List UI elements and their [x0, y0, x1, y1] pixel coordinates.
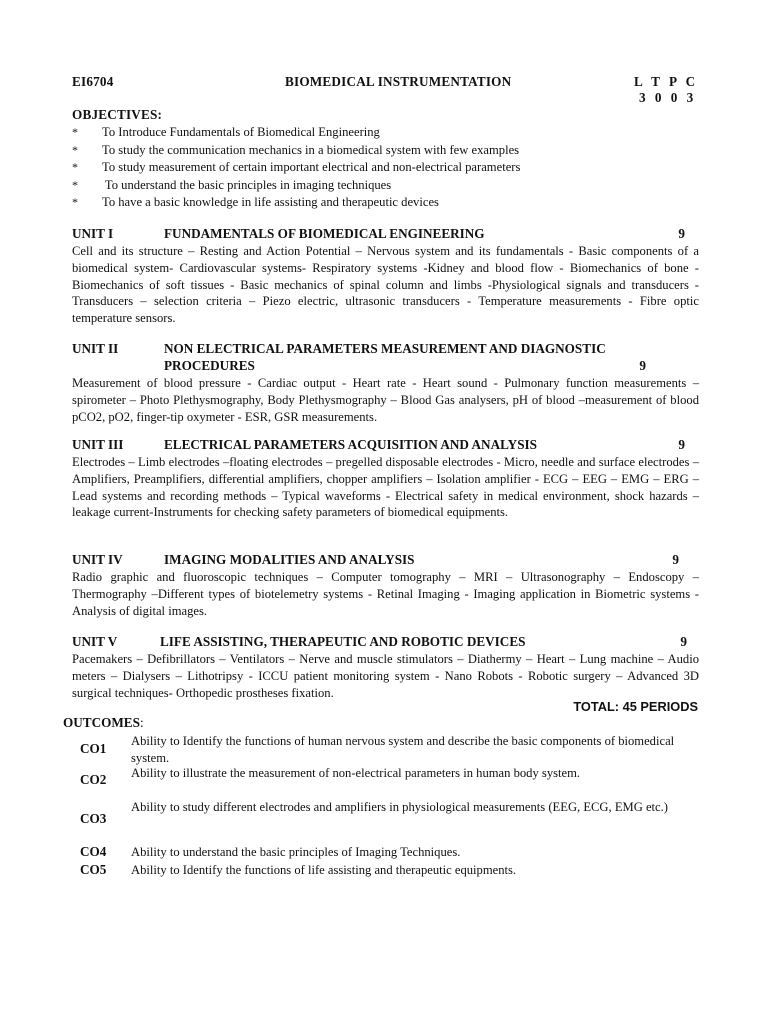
unit-content: Pacemakers – Defibrillators – Ventilators – Nerve and muscle stimulators – Diathermy – Heart – Lung machine – Audio meters – Dialysers – Lithotripsy - ICCU patient monitoring system - Nano Robots - Robotic surgery – Advanced 3D surgical techniques- Orthopedic prostheses fixation.: [72, 652, 699, 700]
total-periods: TOTAL: 45 PERIODS: [573, 699, 698, 714]
unit-title: LIFE ASSISTING, THERAPEUTIC AND ROBOTIC DEVICES: [160, 634, 526, 649]
course-code: EI6704: [72, 74, 114, 89]
unit-title: ELECTRICAL PARAMETERS ACQUISITION AND ANALYSIS: [164, 437, 538, 452]
unit-2-section: [72, 341, 699, 425]
unit-content: Radio graphic and fluoroscopic techniques – Computer tomography – MRI – Ultrasonography – Endoscopy – Thermography –Different types of biotelemetry systems - Retinal Imaging - Imaging application in Biometric systems - Analysis of digital images.: [72, 570, 699, 618]
outcome-code: CO1: [80, 741, 107, 756]
unit-hours: 9: [672, 552, 679, 567]
unit-hours: 9: [678, 226, 685, 241]
asterisk-bullet-icon: *: [72, 160, 78, 175]
course-title: BIOMEDICAL INSTRUMENTATION: [285, 74, 512, 89]
unit-5-section: [72, 634, 699, 701]
unit-code: UNIT I: [72, 226, 114, 241]
unit-hours: 9: [680, 634, 687, 649]
outcome-code: CO4: [80, 844, 107, 859]
unit-content: Electrodes – Limb electrodes –floating electrodes – pregelled disposable electrodes - Micro, needle and surface electrodes – Amplifiers, Preamplifiers, differential amplifiers, chopper amplifiers – Isolation amplifier - ECG – EEG – EMG – ERG – Lead systems and recording methods – Typical waveforms - Electrical safety in medical environment, shock hazards – leakage current-Instruments for checking safety parameters of biomedical equipments.: [72, 455, 699, 520]
asterisk-bullet-icon: *: [72, 195, 78, 210]
unit-code: UNIT IV: [72, 552, 123, 567]
unit-title: IMAGING MODALITIES AND ANALYSIS: [164, 552, 415, 567]
unit-code: UNIT III: [72, 437, 124, 452]
unit-code: UNIT II: [72, 341, 119, 356]
unit-hours: 9: [678, 437, 685, 452]
ltpc-label: L T P C: [634, 74, 699, 89]
outcomes-heading: OUTCOMES:: [63, 715, 144, 730]
unit-title-continued: PROCEDURES: [164, 358, 255, 373]
unit-1-section: [72, 226, 699, 327]
unit-3-section: [72, 437, 699, 521]
outcome-text: Ability to study different electrodes and amplifiers in physiological measurements (EEG, ECG, EMG etc.): [131, 800, 668, 814]
unit-4-section: [72, 552, 699, 619]
outcome-text: Ability to Identify the functions of human nervous system and describe the basic components of biomedical system.: [131, 734, 675, 765]
asterisk-bullet-icon: *: [72, 142, 78, 157]
syllabus-page: EI6704 BIOMEDICAL INSTRUMENTATION L T P C 3 0 0 3 OBJECTIVES: * To Introduce Fundamentals of Biomedical Engineering * To study the communication mechanics in a biomedical system with few examples * To study measurement of certain important electrical and non-electrical parameters * To understand the basic principles in imaging techniques * To have a basic knowledge in life assisting and therapeutic devices UNIT I FUNDAMENTALS OF BIOMEDICAL ENGINEERING 9 Cell and its structure – Resting and Action Potential – Nervous system and its fundamentals - Basic components of a biomedical system- Cardiovascular systems- Respiratory systems -Kidney and blood flow - Biomechanics of bone - Biomechanics of soft tissues - Basic mechanics of spinal column and limbs -Physiological signals and transducers - Transducers – selection criteria – Piezo electric, ultrasonic transducers - Temperature measurements - Fibre optic temperature sensors. UNIT II NON ELECTRICAL PARAMETERS MEASUREMENT AND DIAGNOSTIC PROCEDURES 9 Measurement of blood pressure - Cardiac output - Heart rate - Heart sound - Pulmonary function measurements – spirometer – Photo Plethysmography, Body Plethysmography – Blood Gas analysers, pH of blood –measurement of blood pCO2, pO2, finger-tip oxymeter - ESR, GSR measurements. UNIT III ELECTRICAL PARAMETERS ACQUISITION AND ANALYSIS 9 Electrodes – Limb electrodes –floating electrodes – pregelled disposable electrodes - Micro, needle and surface electrodes – Amplifiers, Preamplifiers, differential amplifiers, chopper amplifiers – Isolation amplifier - ECG – EEG – EMG – ERG – Lead systems and recording methods – Typical waveforms - Electrical safety in medical environment, shock hazards – leakage current-Instruments for checking safety parameters of biomedical equipments. UNIT IV IMAGING MODALITIES AND ANALYSIS 9 Radio graphic and fluoroscopic techniques – Computer tomography – MRI – Ultrasonography – Endoscopy – Thermography –Different types of biotelemetry systems - Retinal Imaging - Imaging application in Biometric systems - Analysis of digital images. UNIT V LIFE ASSISTING, THERAPEUTIC AND ROBOTIC DEVICES 9 Pacemakers – Defibrillators – Ventilators – Nerve and muscle stimulators – Diathermy – Heart – Lung machine – Audio meters – Dialysers – Lithotripsy - ICCU patient monitoring system - Nano Robots - Robotic surgery – Advanced 3D surgical techniques- Orthopedic prostheses fixation. TOTAL: 45 PERIODS OUTCOMES: CO1 Ability to Identify the functions of human nervous system and describe the basic components of biomedical system. CO2 Ability to illustrate the measurement of non-electrical parameters in human body system. CO3 Ability to study different electrodes and amplifiers in physiological measurements (EEG, ECG, EMG etc.) CO4 Ability to understand the basic principles of Imaging Techniques. CO5 Ability to Identify the functions of life assisting and therapeutic equipments.: [63, 74, 699, 877]
outcome-text: Ability to understand the basic principles of Imaging Techniques.: [131, 845, 461, 859]
objectives-heading: OBJECTIVES:: [72, 107, 163, 122]
unit-title: NON ELECTRICAL PARAMETERS MEASUREMENT AND DIAGNOSTIC: [164, 341, 606, 356]
unit-hours: 9: [639, 358, 646, 373]
unit-title: FUNDAMENTALS OF BIOMEDICAL ENGINEERING: [164, 226, 485, 241]
outcome-text: Ability to illustrate the measurement of non-electrical parameters in human body system.: [131, 766, 581, 780]
outcome-code: CO2: [80, 772, 107, 787]
outcome-code: CO5: [80, 862, 107, 877]
unit-content: Cell and its structure – Resting and Action Potential – Nervous system and its fundamentals - Basic components of a biomedical system- Cardiovascular systems- Respiratory systems -Kidney and blood flow - Biomechanics of bone - Biomechanics of soft tissues - Basic mechanics of spinal column and limbs -Physiological signals and transducers - Transducers – selection criteria – Piezo electric, ultrasonic transducers - Temperature measurements - Fibre optic temperature sensors.: [72, 244, 699, 326]
asterisk-bullet-icon: *: [72, 177, 78, 192]
outcome-code: CO3: [80, 811, 107, 826]
unit-code: UNIT V: [72, 634, 118, 649]
outcome-text: Ability to Identify the functions of life assisting and therapeutic equipments.: [131, 863, 517, 877]
asterisk-bullet-icon: *: [72, 125, 78, 139]
unit-content: Measurement of blood pressure - Cardiac output - Heart rate - Heart sound - Pulmonary function measurements – spirometer – Photo Plethysmography, Body Plethysmography – Blood Gas analysers, pH of blood –measurement of blood pCO2, pO2, finger-tip oxymeter - ESR, GSR measurements.: [72, 376, 699, 424]
ltpc-values: 3 0 0 3: [639, 90, 697, 105]
